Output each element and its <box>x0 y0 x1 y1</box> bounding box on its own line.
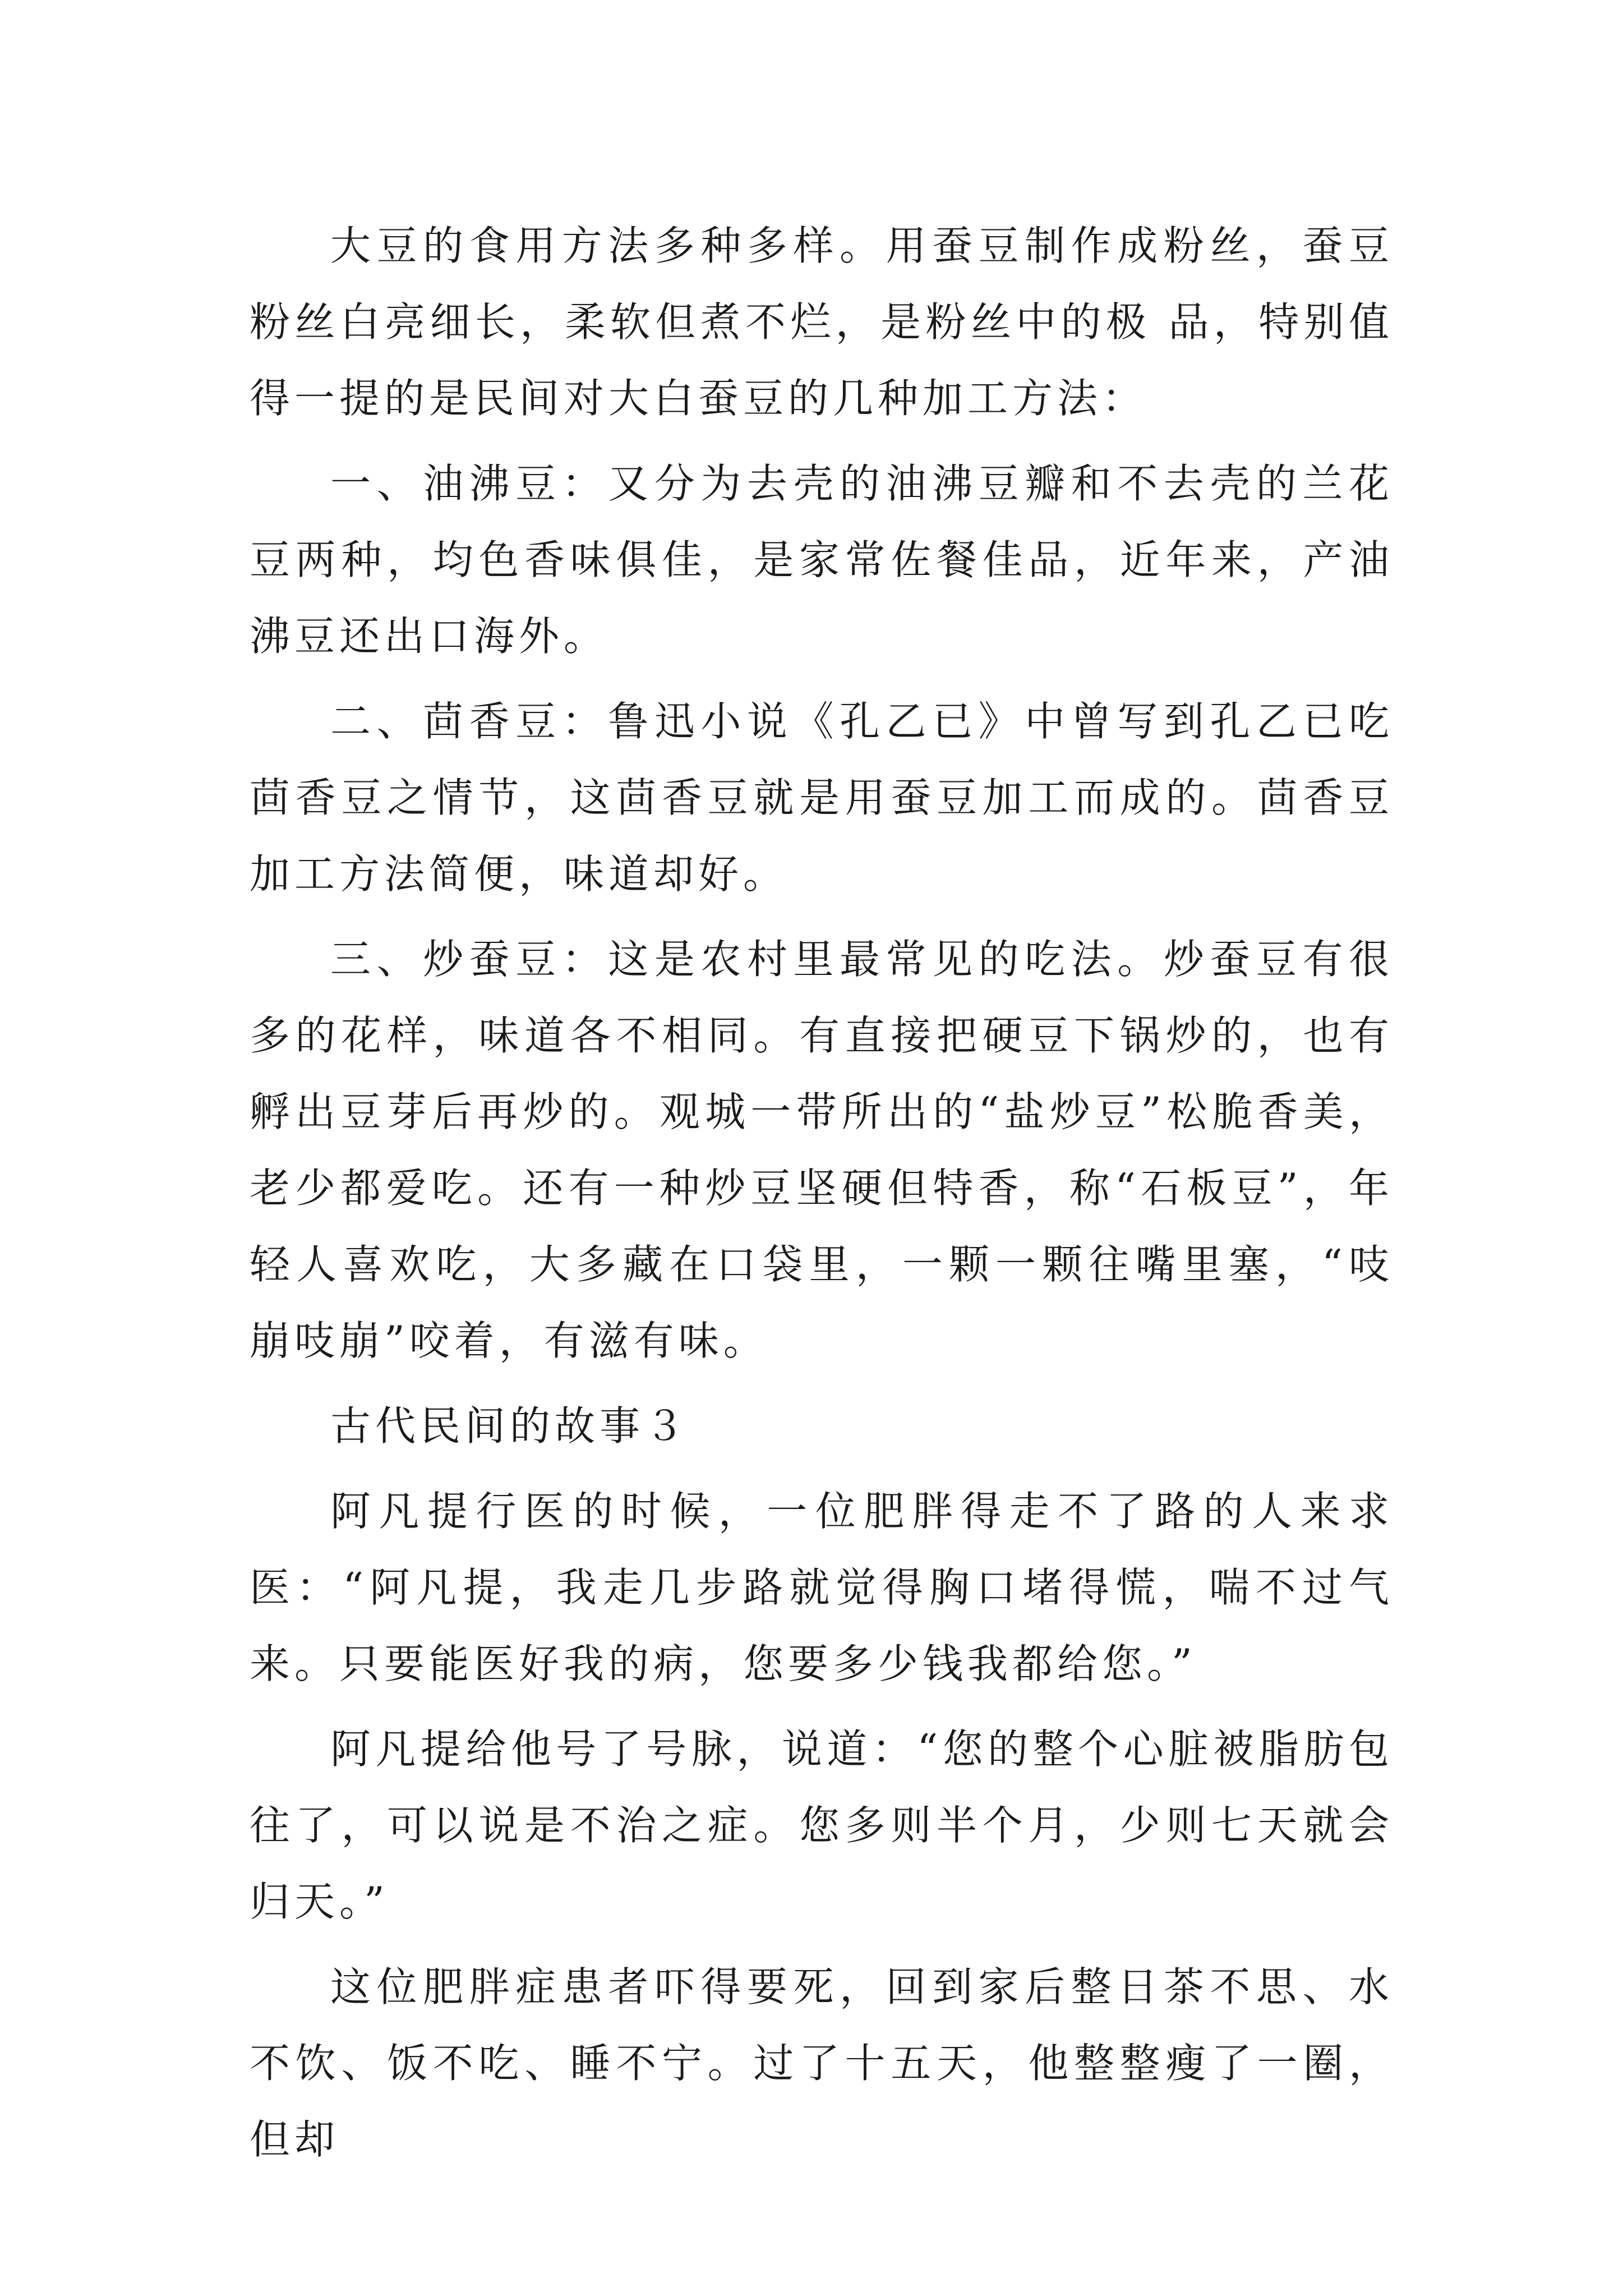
paragraph-story-2: 阿凡提给他号了号脉，说道：“您的整个心脏被脂肪包往了，可以说是不治之症。您多则半个月，少则七天就会归天。” <box>250 1726 1394 1925</box>
paragraph-fried-beans: 三、炒蚕豆：这是农村里最常见的吃法。炒蚕豆有很多的花样，味道各不相同。有直接把硬豆下锅炒的，也有孵出豆芽后再炒的。观城一带所出的“盐炒豆”松脆香美，老少都爱吃。还有一种炒豆坚硬但特香，称“石板豆”，年轻人喜欢吃，大多藏在口袋里，一颗一颗往嘴里塞，“吱崩吱崩”咬着，有滋有味。 <box>250 936 1394 1364</box>
paragraph-story-3: 这位肥胖症患者吓得要死，回到家后整日茶不思、水不饮、饭不吃、睡不宁。过了十五天，他整整瘦了一圈，但却 <box>250 1963 1394 2163</box>
section-heading: 古代民间的故事３ <box>330 1402 690 1450</box>
paragraph-story-1: 阿凡提行医的时候，一位肥胖得走不了路的人来求医：“阿凡提，我走几步路就觉得胸口堵得慌，喘不过气来。只要能医好我的病，您要多少钱我都给您。” <box>250 1488 1394 1687</box>
paragraph-oil-beans: 一、油沸豆：又分为去壳的油沸豆瓣和不去壳的兰花豆两种，均色香味俱佳，是家常佐餐佳品，近年来，产油沸豆还出口海外。 <box>250 460 1394 660</box>
paragraph-fennel-beans: 二、茴香豆：鲁迅小说《孔乙已》中曾写到孔乙已吃茴香豆之情节，这茴香豆就是用蚕豆加工而成的。茴香豆加工方法简便，味道却好。 <box>250 698 1394 898</box>
document-body <box>250 208 1394 2178</box>
paragraph-intro: 大豆的食用方法多种多样。用蚕豆制作成粉丝，蚕豆粉丝白亮细长，柔软但煮不烂，是粉丝中的极 品，特别值得一提的是民间对大白蚕豆的几种加工方法： <box>250 222 1394 422</box>
